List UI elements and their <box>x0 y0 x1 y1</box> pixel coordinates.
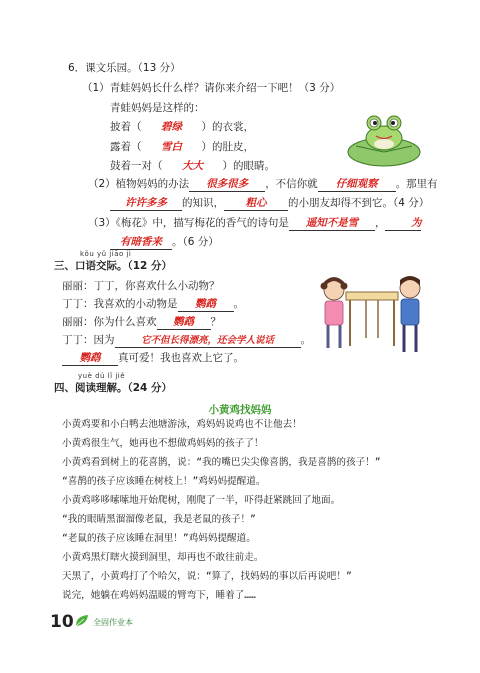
answer-1: 碧绿 <box>161 121 182 133</box>
story-line: 小黄鸡看到树上的花喜鹊，说：“我的嘴巴尖尖像喜鹊，我是喜鹊的孩子！” <box>62 457 381 468</box>
question-3-line-2: 有暗香来 。（6 分） <box>110 236 219 250</box>
frog-line-2: 露着（ 雪白 ）的肚皮， <box>110 141 254 153</box>
question-3-line-1: （3）《梅花》中，描写梅花的香气的诗句是 遥知不是雪 ， 为 <box>88 217 422 229</box>
question-2-line-2: 许许多多 的知识， 粗心 的小朋友却得不到它。（4 分） <box>110 197 429 211</box>
dialog-answer-3: 它不但长得漂亮，还会学人说话 <box>115 334 301 348</box>
children-at-table-illustration <box>316 268 428 360</box>
frog-intro: 青蛙妈妈是这样的： <box>110 102 205 114</box>
frog-line-3: 鼓着一对（ 大大 ）的眼睛。 <box>110 160 275 172</box>
story-title: 小黄鸡找妈妈 <box>208 404 272 416</box>
section-6-heading: 6．课文乐园。（13 分） <box>68 62 181 74</box>
answer-9a: 为 <box>385 217 421 231</box>
dialog-line-2: 丁丁：我喜欢的小动物是 鹦鹉 。 <box>62 298 244 310</box>
story-line: 天黑了，小黄鸡打了个哈欠，说：“算了，找妈妈的事以后再说吧！” <box>62 571 352 582</box>
story-line: 小黄鸡黑灯瞎火摸到洞里，却再也不敢往前走。 <box>62 552 264 563</box>
answer-2: 雪白 <box>161 141 182 153</box>
dialog-answer-4: 鹦鹉 <box>62 352 118 366</box>
frog-line-1: 披着（ 碧绿 ）的衣裳， <box>110 121 254 133</box>
story-line: 小黄鸡要和小白鸭去池塘游泳，鸡妈妈说鸡也不让他去！ <box>62 419 302 430</box>
dialog-line-4: 丁丁：因为 它不但长得漂亮，还会学人说话 。 <box>62 334 311 346</box>
answer-4: 很多很多 <box>189 178 265 192</box>
answer-7: 粗心 <box>224 197 288 211</box>
story-line: “喜鹊的孩子应该睡在树枝上！”鸡妈妈提醒道。 <box>62 476 266 487</box>
story-line: 小黄鸡哆哆嗦嗦地开始爬树，刚爬了一半，吓得赶紧跳回了地面。 <box>62 495 341 506</box>
dialog-line-1: 丽丽：丁丁，你喜欢什么小动物？ <box>62 280 220 292</box>
dialog-answer-1: 鹦鹉 <box>178 298 234 312</box>
section-4-pinyin: yuè dú lǐ jiě <box>78 372 126 380</box>
dialog-line-3: 丽丽：你为什么喜欢 鹦鹉 ？ <box>62 316 221 328</box>
section-3-pinyin: kǒu yǔ jiāo jì <box>80 250 132 258</box>
section-4-heading: 四、阅读理解。（24 分） <box>54 382 173 394</box>
answer-9b: 有暗香来 <box>110 236 172 250</box>
dialog-line-5: 鹦鹉 真可爱！我也喜欢上它了。 <box>62 352 244 366</box>
story-line: “我的眼睛黑溜溜像老鼠，我是老鼠的孩子！” <box>62 514 256 525</box>
story-line: 小黄鸡很生气，她再也不想做鸡妈妈的孩子了！ <box>62 438 264 449</box>
page-number: 10 <box>50 612 74 632</box>
story-line: “老鼠的孩子应该睡在洞里！”鸡妈妈提醒道。 <box>62 533 256 544</box>
leaf-icon <box>74 614 90 628</box>
dialog-answer-2: 鹦鹉 <box>157 316 211 330</box>
brand-name: 全固作业本 <box>93 618 133 627</box>
frog-illustration <box>344 108 424 170</box>
answer-3: 大大 <box>182 160 203 172</box>
question-2-line-1: （2）植物妈妈的办法 很多很多 ，不信你就 仔细观察 。那里有 <box>88 178 438 190</box>
question-1: （1）青蛙妈妈长什么样？请你来介绍一下吧！（3 分） <box>82 82 341 94</box>
answer-6: 许许多多 <box>110 197 182 211</box>
section-3-heading: 三、口语交际。（12 分） <box>54 260 173 272</box>
answer-5: 仔细观察 <box>318 178 396 192</box>
story-line: 说完，她躺在鸡妈妈温暖的臂弯下，睡着了…… <box>62 590 256 601</box>
answer-8: 遥知不是雪 <box>289 217 375 231</box>
